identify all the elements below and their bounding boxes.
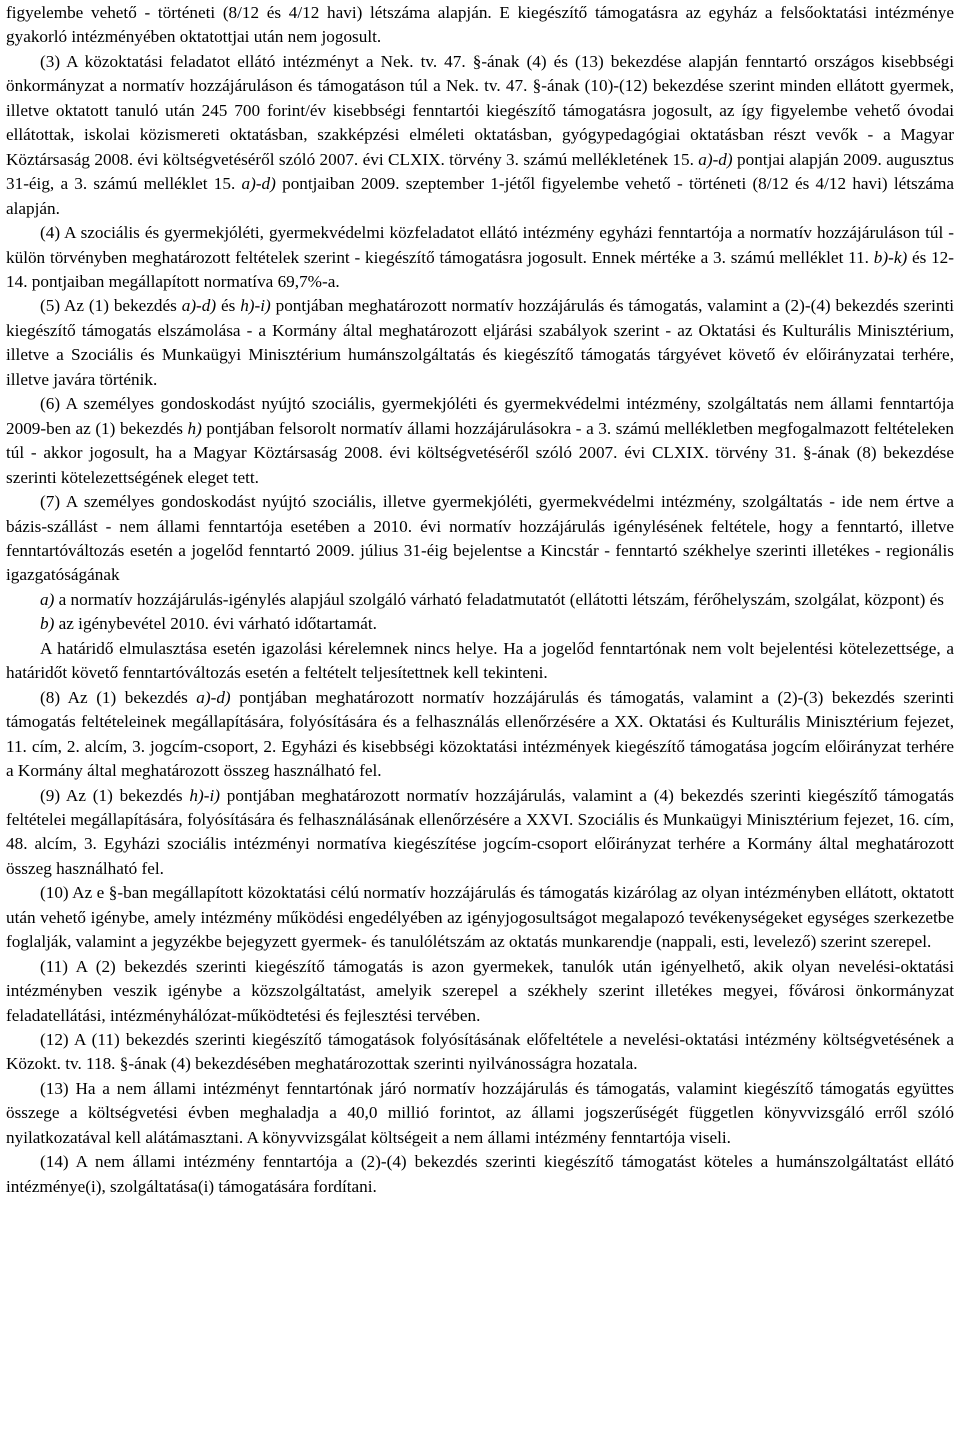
italic-reference: a)-d) <box>196 687 231 707</box>
text-run: (12) A (11) bekezdés szerinti kiegészítő támogatások folyósításának előfeltétele a nevelési-oktatási intézmény költségvetésének a Közokt. tv. 118. §-ának (4) bekezdésében meghatározottak szerinti nyilvánosságra hozatala. <box>6 1030 954 1074</box>
paragraph <box>6 1150 954 1199</box>
text-run: pontjában meghatározott normatív hozzájárulás, valamint a (4) bekezdés szerinti kiegészítő támogatás feltételei megállapítására, folyósítására és felhasználásának ellenőrzésére a XXVI. Szociális és Munkaügyi Minisztérium fejezet, 16. cím, 48. alcím, 3. Egyházi szociális intézményi normatíva kiegészítése jogcím-csoport előirányzat terhére a Kormány által meghatározott összeg használható fel. <box>6 785 954 878</box>
text-run: (10) Az e §-ban megállapított közoktatási célú normatív hozzájárulás és támogatás kizárólag az olyan intézményben ellátott, oktatott után vehető igénybe, amely intézmény működési engedélyében az igényjogosultságot megalapozó tevékenységeket egységes szerkezetbe foglalják, valamint a jegyzékbe bejegyzett gyermek- és tanulólétszám az oktatás munkarendje (nappali, esti, levelező) szerint szerepel. <box>6 883 954 952</box>
paragraph <box>6 1028 954 1077</box>
paragraph <box>6 1 954 50</box>
text-run: pontjában meghatározott normatív hozzájárulás és támogatás, valamint a (2)-(3) bekezdés szerinti támogatás feltételeinek megállapítására, folyósítására és a felhasználás ellenőrzésére a XX. Oktatási és Kulturális Minisztérium fejezet, 11. cím, 2. alcím, 3. jogcím-csoport, 2. Egyházi és kisebbségi közoktatási intézmények kiegészítő támogatása jogcím előirányzat terhére a Kormány által meghatározott összeg használható fel. <box>6 687 954 781</box>
text-run: az igénybevétel 2010. évi várható időtartamát. <box>54 614 377 634</box>
paragraph <box>6 686 954 784</box>
text-run: (3) A közoktatási feladatot ellátó intézményt a Nek. tv. 47. §-ának (4) és (13) bekezdése alapján fenntartó országos kisebbségi önkormányzat a normatív hozzájáruláson és támogatáson túl a Nek. tv. 47. §-ának (10)-(12) bekezdése szerint minden ellátott gyermek, illetve oktatott tanuló után 245 700 forint/év kisebbségi fenntartói kiegészítő támogatásra jogosult, az így figyelembe vehető óvodai ellátottak, iskolai közismereti oktatásban, szakképzési elméleti oktatásban, gyógypedagógiai oktatásban részt vevők - a Magyar Köztársaság 2008. évi költségvetéséről szóló 2007. évi CLXIX. törvény 3. számú mellékletének 15. <box>6 51 954 169</box>
italic-reference: a)-d) <box>181 296 217 316</box>
text-run: (14) A nem állami intézmény fenntartója a (2)-(4) bekezdés szerinti kiegészítő támogatást köteles a humánszolgáltatást ellátó intézménye(i), szolgáltatása(i) támogatására fordítani. <box>6 1152 954 1196</box>
paragraph <box>6 1077 954 1150</box>
italic-reference: a)-d) <box>241 174 276 194</box>
paragraph <box>6 294 954 392</box>
paragraph <box>6 612 954 636</box>
paragraph <box>6 221 954 294</box>
text-run: (8) Az (1) bekezdés <box>40 687 197 707</box>
text-run: (7) A személyes gondoskodást nyújtó szociális, illetve gyermekjóléti, gyermekvédelmi intézmény, szolgáltatás - ide nem értve a bázis-szállást - nem állami fenntartója esetében a 2010. évi normatív hozzájárulás igénylésének feltétele, hogy a fenntartó, illetve fenntartóváltozás esetén a jogelőd fenntartó 2009. július 31-éig bejelentse a Kincstár - fenntartó székhelye szerinti illetékes - regionális igazgatóságának <box>6 492 954 585</box>
text-run: (13) Ha a nem állami intézményt fenntartónak járó normatív hozzájárulás és támogatás, valamint kiegészítő támogatás együttes összege a költségvetési évben meghaladja a 40,0 millió forintot, az állami jogszerűségét független könyvvizsgáló erről szóló nyilatkozatával kell alátámasztani. A könyvvizsgálat költségeit a nem állami intézmény fenntartója viseli. <box>6 1078 954 1147</box>
document-body <box>6 1 954 1199</box>
italic-reference: h)-i) <box>240 296 271 316</box>
paragraph <box>6 955 954 1028</box>
italic-reference: h) <box>187 418 202 438</box>
paragraph <box>6 784 954 882</box>
italic-reference: b) <box>40 614 55 634</box>
text-run: (5) Az (1) bekezdés <box>40 296 182 316</box>
italic-reference: a)-d) <box>698 149 733 169</box>
text-run: és <box>216 296 241 316</box>
paragraph <box>6 637 954 686</box>
text-run: és 12-14. pontjaiban megállapított normatíva 69,7%-a. <box>6 247 954 291</box>
paragraph <box>6 50 954 221</box>
text-run: A határidő elmulasztása esetén igazolási kérelemnek nincs helye. Ha a jogelőd fenntartónak nem volt bejelentési kötelezettsége, a határidőt követő fenntartóváltozás esetén a feltételt teljesítettnek kell tekinteni. <box>6 638 954 683</box>
italic-reference: b)-k) <box>873 247 908 267</box>
paragraph <box>6 881 954 954</box>
paragraph <box>6 490 954 588</box>
text-run: figyelembe vehető - történeti (8/12 és 4/12 havi) létszáma alapján. E kiegészítő támogatásra az egyház a felsőoktatási intézménye gyakorló intézményében oktatottjai után nem jogosult. <box>6 3 954 47</box>
text-run: (11) A (2) bekezdés szerinti kiegészítő támogatás is azon gyermekek, tanulók után igényelhető, akik olyan nevelési-oktatási intézményben veszik igénybe a közszolgáltatást, amelyik szerepel a székhely szerint illetékes megyei, fővárosi önkormányzat feladatellátási, intézményhálózat-működtetési és fejlesztési tervében. <box>6 956 954 1025</box>
italic-reference: a) <box>40 589 55 609</box>
italic-reference: h)-i) <box>189 785 220 805</box>
text-run: pontjában felsorolt normatív állami hozzájárulásokra - a 3. számú mellékletben megfogalmazott feltételeken túl - akkor jogosult, ha a Magyar Köztársaság 2008. évi költségvetéséről szóló 2007. évi CLXIX. törvény 31. §-ának (8) bekezdése szerinti kötelezettségének eleget tett. <box>6 418 954 487</box>
text-run: pontjában meghatározott normatív hozzájárulás és támogatás, valamint a (2)-(4) bekezdés szerinti kiegészítő támogatás elszámolása - a Kormány által meghatározott eljárási szabályok szerint - az Oktatási és Kulturális Minisztérium, illetve a Szociális és Munkaügyi Minisztérium humánszolgáltatás és kiegészítő támogatás tárgyévet követő év előirányzatai terhére, illetve javára történik. <box>6 296 954 389</box>
paragraph <box>6 588 954 612</box>
text-run: a normatív hozzájárulás-igénylés alapjául szolgáló várható feladatmutatót (ellátotti létszám, férőhelyszám, szolgálat, központ) és <box>54 589 944 609</box>
text-run: pontjaiban 2009. szeptember 1-jétől figyelembe vehető - történeti (8/12 és 4/12 havi) létszáma alapján. <box>6 174 954 218</box>
text-run: (6) A személyes gondoskodást nyújtó szociális, gyermekjóléti és gyermekvédelmi intézmény, szolgáltatás nem állami fenntartója 2009-ben az (1) bekezdés <box>6 394 954 438</box>
paragraph <box>6 392 954 490</box>
text-run: (4) A szociális és gyermekjóléti, gyermekvédelmi közfeladatot ellátó intézmény egyházi fenntartója a normatív hozzájáruláson túl - külön törvényben meghatározott feltételek szerint - kiegészítő támogatásra jogosult. Ennek mértéke a 3. számú melléklet 11. <box>6 223 954 267</box>
text-run: pontjai alapján 2009. augusztus 31-éig, a 3. számú melléklet 15. <box>6 149 954 194</box>
text-run: (9) Az (1) bekezdés <box>40 785 190 805</box>
